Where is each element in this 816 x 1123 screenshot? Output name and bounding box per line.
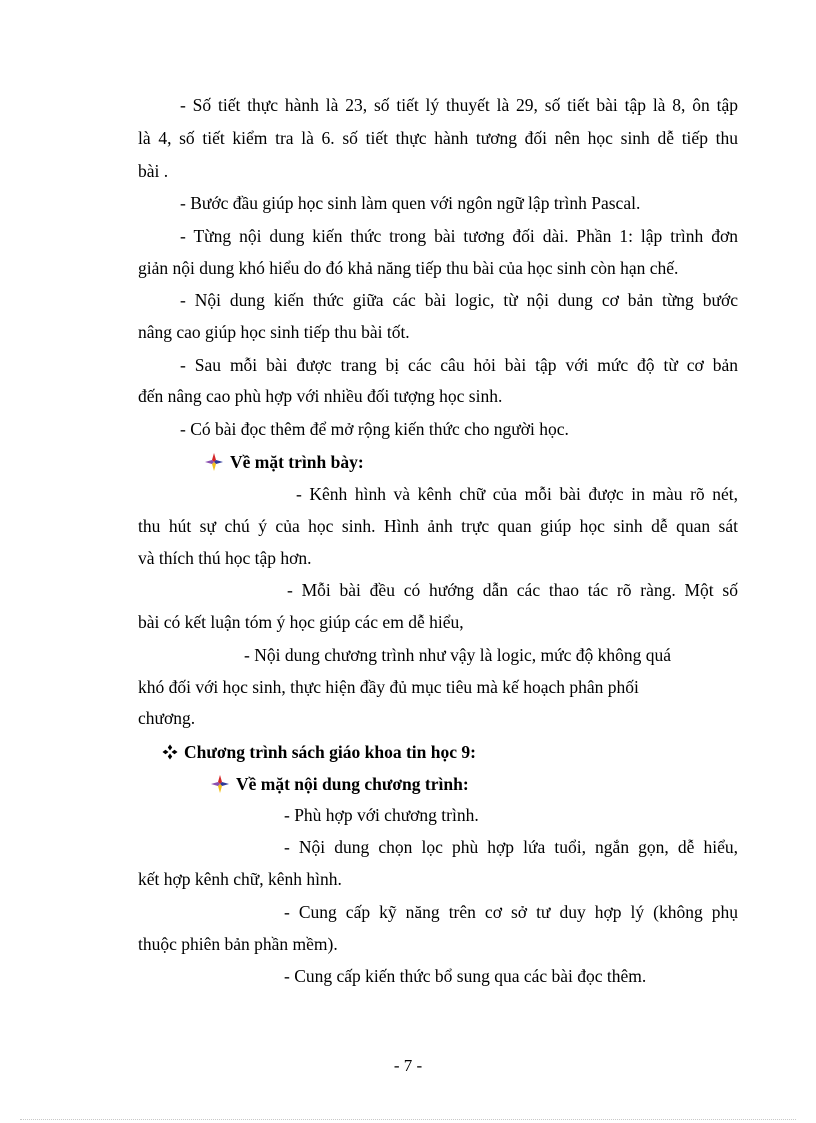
- four-diamond-icon: [162, 744, 178, 760]
- paragraph-pascal-intro: - Bước đầu giúp học sinh làm quen với ngôn ngữ lập trình Pascal.: [180, 193, 641, 213]
- content-item-selection-line-2: kết hợp kênh chữ, kênh hình.: [138, 869, 342, 889]
- heading-program-content-text: Về mặt nội dung chương trình:: [236, 774, 469, 794]
- presentation-logic-line-1: - Nội dung chương trình như vậy là logic, mức độ không quá: [244, 645, 672, 665]
- page-edge-divider: [20, 1119, 796, 1120]
- heading-textbook-program-text: Chương trình sách giáo khoa tin học 9:: [184, 742, 476, 762]
- heading-program-content: [210, 772, 810, 796]
- paragraph-practice-hours-line-2: là 4, số tiết kiểm tra là 6. số tiết thực hành tương đối nên học sinh dễ tiếp thu: [138, 128, 738, 148]
- paragraph-content-length-line-2: giản nội dung khó hiểu do đó khả năng tiếp thu bài của học sinh còn hạn chế.: [138, 258, 679, 278]
- presentation-logic-line-3: chương.: [138, 708, 196, 728]
- four-arrow-flag-icon: [210, 774, 230, 794]
- paragraph-practice-hours-line-3: bài .: [138, 161, 169, 181]
- paragraph-extra-reading: - Có bài đọc thêm để mở rộng kiến thức cho người học.: [180, 419, 569, 439]
- content-item-suitable: - Phù hợp với chương trình.: [284, 805, 479, 825]
- paragraph-logic-line-1: - Nội dung kiến thức giữa các bài logic, từ nội dung cơ bản từng bước: [180, 290, 738, 310]
- four-arrow-flag-icon: [204, 452, 224, 472]
- paragraph-logic-line-2: nâng cao giúp học sinh tiếp thu bài tốt.: [138, 322, 410, 342]
- presentation-channels-line-3: và thích thú học tập hơn.: [138, 548, 312, 568]
- presentation-instructions-line-1: - Mỗi bài đều có hướng dẫn các thao tác rõ ràng. Một số: [287, 580, 738, 600]
- heading-presentation: [204, 450, 804, 474]
- presentation-channels-line-2: thu hút sự chú ý của học sinh. Hình ảnh trực quan giúp học sinh dễ quan sát: [138, 516, 738, 536]
- paragraph-exercises-line-1: - Sau mỗi bài được trang bị các câu hỏi bài tập với mức độ từ cơ bản: [180, 355, 738, 375]
- content-item-skills-line-2: thuộc phiên bản phần mềm).: [138, 934, 338, 954]
- presentation-logic-line-2: khó đối với học sinh, thực hiện đầy đủ mục tiêu mà kế hoạch phân phối: [138, 677, 639, 697]
- heading-textbook-program: [162, 740, 762, 764]
- content-item-selection-line-1: - Nội dung chọn lọc phù hợp lứa tuổi, ngắn gọn, dễ hiểu,: [284, 837, 738, 857]
- page-number: - 7 -: [393, 1056, 423, 1075]
- presentation-channels-line-1: - Kênh hình và kênh chữ của mỗi bài được in màu rõ nét,: [296, 484, 738, 504]
- content-item-skills-line-1: - Cung cấp kỹ năng trên cơ sở tư duy hợp lý (không phụ: [284, 902, 738, 922]
- heading-presentation-text: Về mặt trình bày:: [230, 452, 364, 472]
- paragraph-practice-hours-line-1: - Số tiết thực hành là 23, số tiết lý thuyết là 29, số tiết bài tập là 8, ôn tập: [180, 95, 738, 115]
- paragraph-content-length-line-1: - Từng nội dung kiến thức trong bài tương đối dài. Phần 1: lập trình đơn: [180, 226, 738, 246]
- presentation-instructions-line-2: bài có kết luận tóm ý học giúp các em dễ hiểu,: [138, 612, 464, 632]
- paragraph-exercises-line-2: đến nâng cao phù hợp với nhiều đối tượng học sinh.: [138, 386, 503, 406]
- content-item-supplementary: - Cung cấp kiến thức bổ sung qua các bài đọc thêm.: [284, 966, 647, 986]
